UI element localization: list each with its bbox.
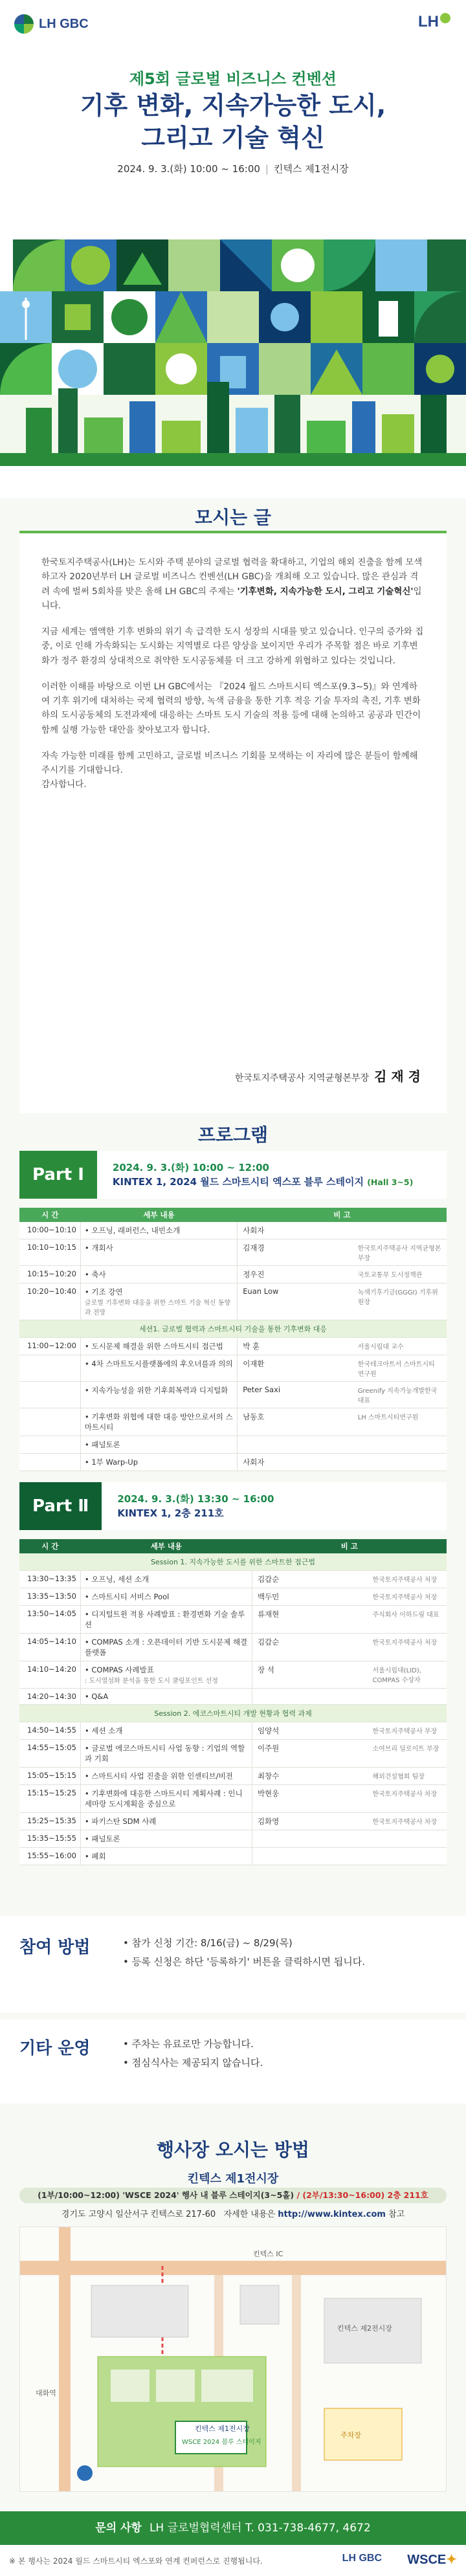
other-item: • 점심식사는 제공되지 않습니다.	[123, 2054, 263, 2072]
greeting-title: 모시는 글	[195, 507, 271, 528]
signer-name: 김 재 경	[374, 1069, 421, 1084]
contact-value: LH 글로벌협력센터 T. 031-738-4677, 4672	[149, 2522, 371, 2535]
other-list	[123, 2035, 263, 2072]
row-speaker: 김재경	[238, 1239, 354, 1266]
row-detail	[80, 1813, 252, 1830]
row-detail	[80, 1722, 252, 1740]
part1-info	[97, 1160, 413, 1190]
directions-address: 경기도 고양시 일산서구 킨텍스로 217-60 자세한 내용은 http://www.kintex.com 참고	[61, 2210, 405, 2219]
session-title: 세션1. 글로벌 협력과 스마트시티 기술을 통한 기후변화 대응	[19, 1320, 447, 1338]
row-detail	[80, 1222, 237, 1239]
row-time: 14:55~15:05	[19, 1740, 80, 1768]
row-detail-text: • 패널토론	[84, 1834, 120, 1843]
row-speaker: Peter Saxi	[238, 1382, 354, 1408]
row-time: 10:20~10:40	[19, 1283, 80, 1320]
venue-map-svg	[20, 2227, 446, 2491]
map-label-stage: WSCE 2024 블루 스테이지	[182, 2439, 261, 2446]
row-detail-text: • 세션 소개	[84, 1726, 123, 1735]
table-row	[19, 1588, 447, 1606]
row-detail-text: • 지속가능성을 위한 기후회복력과 디지털화	[84, 1386, 228, 1395]
table-row	[19, 1661, 447, 1689]
row-speaker-note: 한국토지주택공사 처장	[368, 1588, 447, 1606]
footer-note: ※ 본 행사는 2024 월드 스마트시티 엑스포와 연계 컨퍼런스로 진행됩니다.	[9, 2557, 263, 2566]
row-detail-text: • 오프닝, 래퍼런스, 내빈소개	[84, 1226, 181, 1235]
row-detail	[80, 1283, 237, 1320]
row-time: 15:15~15:25	[19, 1785, 80, 1813]
other-section	[0, 2019, 466, 2104]
participation-item: • 참가 신청 기간: 8/16(금) ~ 8/29(목)	[123, 1934, 365, 1953]
row-time: 14:10~14:20	[19, 1661, 80, 1689]
part1-tag: Part Ⅰ	[19, 1151, 97, 1199]
row-time: 10:10~10:15	[19, 1239, 80, 1266]
row-speaker-note: 한국토지주택공사 처장	[368, 1634, 447, 1661]
table-row	[19, 1239, 447, 1266]
session-row	[19, 1553, 447, 1571]
row-speaker	[238, 1436, 354, 1454]
row-speaker-note	[368, 1848, 447, 1865]
event-subtitle: 제5회 글로벌 비즈니스 컨벤션	[129, 70, 337, 88]
row-speaker: 류재현	[252, 1606, 368, 1634]
row-detail-text: • 도시문제 해결을 위한 스마트시티 접근법	[84, 1342, 223, 1351]
row-speaker-note: LH 스마트시티연구원	[354, 1408, 447, 1436]
lh-logo-dot-icon	[440, 13, 450, 23]
footer-wsce-logo: WSCE✦	[407, 2553, 457, 2567]
other-item: • 주차는 유료로만 가능합니다.	[123, 2035, 263, 2054]
row-speaker-note: 소여브리 딜로이트 부장	[368, 1740, 447, 1768]
row-time: 13:30~13:35	[19, 1571, 80, 1588]
row-speaker: 임양석	[252, 1722, 368, 1740]
row-speaker: 장 석	[252, 1661, 368, 1689]
col-detail: 세부 내용	[80, 1208, 237, 1222]
row-speaker: 남동호	[238, 1408, 354, 1436]
row-detail	[80, 1830, 252, 1848]
participation-list	[123, 1934, 365, 1971]
participation-label: 참여 방법	[19, 1938, 91, 1957]
part1-schedule-table	[19, 1208, 447, 1471]
row-detail-sub: : 도시열섬화 분석을 통한 도시 쿨링포인트 선정	[84, 1678, 218, 1685]
kintex-link[interactable]: http://www.kintex.com	[278, 2210, 386, 2219]
directions-badge: (1부/10:00~12:00) 'WSCE 2024' 행사 내 블루 스테이지(3~5홀) / (2부/13:30~16:00) 2층 211호	[19, 2188, 447, 2203]
row-detail	[80, 1785, 252, 1813]
map-label-parking: 주차장	[340, 2431, 361, 2439]
col-time: 시 간	[19, 1539, 80, 1553]
row-speaker-note: 해외건설협회 팀장	[368, 1768, 447, 1785]
row-detail	[80, 1239, 237, 1266]
col-note: 비 고	[238, 1208, 447, 1222]
part2-info	[102, 1492, 274, 1521]
table-row	[19, 1571, 447, 1588]
row-detail	[80, 1408, 237, 1436]
col-note: 비 고	[252, 1539, 447, 1553]
table-row	[19, 1606, 447, 1634]
row-speaker-note: 서울시립대(LID), COMPAS 수상자	[368, 1661, 447, 1689]
row-time: 14:50~14:55	[19, 1722, 80, 1740]
row-speaker-note: Greenify 지속가능개발한국 대표	[354, 1382, 447, 1408]
row-detail-text: • 기조 강연	[84, 1287, 123, 1296]
row-time: 10:00~10:10	[19, 1222, 80, 1239]
table-row	[19, 1634, 447, 1661]
table-row	[19, 1266, 447, 1283]
table-row	[19, 1848, 447, 1865]
greeting-paragraph-1: 한국토지주택공사(LH)는 도시와 주택 분야의 글로벌 협력을 확대하고, 기업의 해외 진출을 함께 모색하고자 2020년부터 LH 글로벌 비즈니스 컨벤션(LH GBC)을 개최해 오고 있습니다. 많은 관심과 격려 속에 벌써 5회차를 맞은 올해 LH GBC의 주제는 '기후변화, 지속가능한 도시, 그리고 기술혁신'입니다.	[41, 557, 423, 611]
row-detail	[80, 1606, 252, 1634]
row-time	[19, 1382, 80, 1408]
hero-illustration	[0, 194, 466, 498]
row-speaker-note: 한국토지주택공사 처장	[368, 1571, 447, 1588]
row-speaker: 정우진	[238, 1266, 354, 1283]
event-date: 2024. 9. 3.(화) 10:00 ~ 16:00	[117, 163, 260, 175]
event-venue: 킨텍스 제1전시장	[273, 163, 349, 175]
map-label-ic: 킨텍스 IC	[253, 2250, 283, 2258]
col-detail: 세부 내용	[80, 1539, 252, 1553]
row-speaker-note	[354, 1454, 447, 1471]
row-detail-text: • 디지털트윈 적용 사례발표 : 환경변화 기술 솔루션	[84, 1610, 245, 1629]
lh-logo: LH	[418, 13, 450, 31]
part2-header	[19, 1482, 447, 1530]
participation-section	[0, 1916, 466, 2013]
row-speaker-note: 한국토지주택공사 부장	[368, 1722, 447, 1740]
row-detail	[80, 1355, 237, 1382]
row-detail	[80, 1382, 237, 1408]
row-speaker-note: 서울시립대 교수	[354, 1338, 447, 1355]
row-time: 15:25~15:35	[19, 1813, 80, 1830]
row-time: 15:55~16:00	[19, 1848, 80, 1865]
row-detail	[80, 1661, 252, 1689]
part2-venue: KINTEX 1, 2층 211호	[117, 1507, 224, 1519]
row-detail-text: • 파키스탄 SDM 사례	[84, 1817, 157, 1826]
row-speaker-note: 국토교통부 도시정책관	[354, 1266, 447, 1283]
row-speaker: 백두민	[252, 1588, 368, 1606]
row-time	[19, 1355, 80, 1382]
row-detail-text: • 기후변화 위협에 대한 대응 방안으로서의 스마트시티	[84, 1412, 233, 1432]
contact-bar	[0, 2511, 466, 2545]
row-detail	[80, 1740, 252, 1768]
row-speaker: 김갑순	[252, 1571, 368, 1588]
lh-gbc-logo	[14, 14, 89, 34]
row-time: 14:05~14:10	[19, 1634, 80, 1661]
session-title: Session 2. 에코스마트시티 개발 현황과 협력 과제	[19, 1705, 447, 1722]
row-speaker: 최창수	[252, 1768, 368, 1785]
row-speaker-note	[368, 1689, 447, 1705]
greeting-signature: 한국토지주택공사 지역균형본부장 김 재 경	[234, 1069, 421, 1084]
row-detail	[80, 1588, 252, 1606]
row-detail	[80, 1634, 252, 1661]
event-title-line1: 기후 변화, 지속가능한 도시,	[80, 91, 386, 120]
row-speaker-note	[354, 1222, 447, 1239]
row-time: 14:20~14:30	[19, 1689, 80, 1705]
greeting-paragraph-3: 이러한 이해를 바탕으로 이번 LH GBC에서는 『2024 월드 스마트시티 엑스포(9.3~5)』와 연계하여 기후 위기에 대처하는 국제 협력의 방향, 녹색 금융을 통한 기후 적응 기술 투자의 촉진, 기후 변화 하의 도시공동체의 도전과제에 대응하는 스마트 도시 기술의 적용 등에 대해 논의하고 공공과 민간이 함께 실행 가능한 대안을 찾아보고자 합니다.	[41, 681, 421, 735]
row-time: 15:05~15:15	[19, 1768, 80, 1785]
part1-time: 2024. 9. 3.(화) 10:00 ~ 12:00	[112, 1161, 269, 1173]
row-detail-sub: 글로벌 기후변화 대응을 위한 스마트 기술 혁신 동향과 전망	[84, 1300, 231, 1316]
row-speaker: Euan Low	[238, 1283, 354, 1320]
row-detail-text: • 개회사	[84, 1243, 113, 1252]
footer-lh-gbc-logo: LH GBC	[342, 2553, 382, 2564]
row-time: 15:35~15:55	[19, 1830, 80, 1848]
row-detail-text: • 글로벌 에코스마트시티 사업 동향 : 기업의 역할과 기회	[84, 1744, 245, 1763]
row-detail-text: • COMPAS 소개 : 오픈데이터 기반 도시문제 해결 플랫폼	[84, 1638, 248, 1657]
part1-venue: KINTEX 1, 2024 월드 스마트시티 엑스포 블루 스테이지 (Hall 3~5)	[112, 1176, 414, 1188]
event-title-line2: 그리고 기술 혁신	[141, 124, 325, 152]
row-time: 11:00~12:00	[19, 1338, 80, 1355]
lh-gbc-logo-icon	[14, 14, 34, 34]
row-speaker-note: 주식회사 이하드림 대표	[368, 1606, 447, 1634]
row-detail-text: • 스마트시티 사업 진출을 위한 인센티브/비전	[84, 1771, 233, 1781]
other-label: 기타 운영	[19, 2039, 91, 2058]
table-row	[19, 1436, 447, 1454]
venue-map	[19, 2226, 447, 2492]
row-detail-text: • Q&A	[84, 1692, 109, 1701]
table-row	[19, 1813, 447, 1830]
row-speaker-note: 한국토지주택공사 차장	[368, 1785, 447, 1813]
table-row	[19, 1722, 447, 1740]
row-speaker-note	[354, 1436, 447, 1454]
row-time: 13:35~13:50	[19, 1588, 80, 1606]
row-detail-text: • 스마트시티 서비스 Pool	[84, 1592, 170, 1601]
row-speaker-note: 녹색기후기금(GGGI) 기후위원장	[354, 1283, 447, 1320]
lh-gbc-logo-text: LH GBC	[39, 16, 89, 31]
row-speaker	[252, 1689, 368, 1705]
row-speaker-note: 한국토지주택공사 차장	[368, 1813, 447, 1830]
table-row	[19, 1785, 447, 1813]
row-detail-text: • 패널토론	[84, 1440, 120, 1449]
row-speaker	[252, 1848, 368, 1865]
row-detail-text: • 폐회	[84, 1852, 106, 1861]
row-speaker: 사회자	[238, 1454, 354, 1471]
row-speaker: 이재환	[238, 1355, 354, 1382]
table-row	[19, 1382, 447, 1408]
row-time: 13:50~14:05	[19, 1606, 80, 1634]
row-speaker: 사회자	[238, 1222, 354, 1239]
row-detail	[80, 1266, 237, 1283]
table-row	[19, 1768, 447, 1785]
row-speaker-note	[368, 1830, 447, 1848]
session-row	[19, 1320, 447, 1338]
row-speaker-note: 한국테크아트서 스마트시티 연구원	[354, 1355, 447, 1382]
row-speaker: 김화영	[252, 1813, 368, 1830]
directions-title: 행사장 오시는 방법	[157, 2139, 309, 2160]
map-label-hall2: 킨텍스 제2전시장	[337, 2324, 392, 2333]
participation-item: • 등록 신청은 하단 '등록하기' 버튼을 클릭하시면 됩니다.	[123, 1953, 365, 1971]
row-detail-text: • 축사	[84, 1270, 106, 1279]
row-detail	[80, 1848, 252, 1865]
event-meta: 2024. 9. 3.(화) 10:00 ~ 16:00 | 킨텍스 제1전시장	[117, 163, 349, 175]
part1-header	[19, 1151, 447, 1199]
row-detail-text: • 오프닝, 세션 소개	[84, 1575, 150, 1584]
row-detail	[80, 1436, 237, 1454]
row-detail	[80, 1689, 252, 1705]
row-detail	[80, 1768, 252, 1785]
row-speaker: 박현웅	[252, 1785, 368, 1813]
part2-time: 2024. 9. 3.(화) 13:30 ~ 16:00	[117, 1493, 274, 1505]
row-detail	[80, 1454, 237, 1471]
row-time	[19, 1408, 80, 1436]
row-speaker: 박 훈	[238, 1338, 354, 1355]
map-label-station: 대화역	[36, 2389, 56, 2397]
greeting-paragraph-2: 지금 세계는 앰액한 기후 변화의 위기 속 급격한 도시 성장의 시대를 맞고 있습니다. 인구의 증가와 집중, 이로 인해 가속화되는 도시화는 지역별로 다른 양상을 보이지만 우리가 주목할 점은 바로 기후변화가 정주 환경의 상대적으로 취약한 도시공동체를 더 크고 강하게 위협하고 있다는 것입니다.	[41, 627, 424, 666]
row-detail-text: • 기후변화에 대응한 스마트시티 계획사례 : 인니 세마랑 도시계획을 중심으로	[84, 1789, 243, 1808]
directions-venue: 킨텍스 제1전시장	[187, 2172, 279, 2186]
row-time	[19, 1454, 80, 1471]
table-row	[19, 1355, 447, 1382]
footer	[0, 2545, 466, 2576]
table-row	[19, 1283, 447, 1320]
row-detail-text: • 4차 스마트도시플랫폼에의 후오녀를과 의의	[84, 1359, 233, 1368]
row-time	[19, 1436, 80, 1454]
table-row	[19, 1689, 447, 1705]
session-title: Session 1. 지속가능한 도시를 위한 스마트한 접근법	[19, 1553, 447, 1571]
row-speaker: 김갑순	[252, 1634, 368, 1661]
table-row	[19, 1454, 447, 1471]
row-detail-text: • COMPAS 사례발표	[84, 1665, 154, 1674]
col-time: 시 간	[19, 1208, 80, 1222]
hero-mosaic-svg	[0, 194, 466, 498]
session-row	[19, 1705, 447, 1722]
table-row	[19, 1740, 447, 1768]
contact-label: 문의 사항	[95, 2522, 142, 2535]
greeting-paragraph-4: 자속 가능한 미래를 함께 고민하고, 글로벌 비즈니스 기회를 모색하는 이 자리에 많은 분들이 함께해주시기를 기대합니다. 감사합니다.	[41, 750, 418, 790]
part2-tag: Part Ⅱ	[19, 1482, 102, 1530]
table-row	[19, 1222, 447, 1239]
table-row	[19, 1338, 447, 1355]
program-title: 프로그램	[197, 1124, 269, 1146]
row-speaker	[252, 1830, 368, 1848]
row-detail	[80, 1571, 252, 1588]
row-speaker: 이주원	[252, 1740, 368, 1768]
row-time: 10:15~10:20	[19, 1266, 80, 1283]
map-label-hall1: 킨텍스 제1전시장	[195, 2425, 250, 2433]
row-detail-text: • 1부 Warp-Up	[84, 1458, 139, 1467]
table-row	[19, 1408, 447, 1436]
part2-schedule-table	[19, 1539, 447, 1865]
row-speaker-note: 한국토지주택공사 지역균형본부장	[354, 1239, 447, 1266]
table-row	[19, 1830, 447, 1848]
row-detail	[80, 1338, 237, 1355]
greeting-box	[19, 531, 447, 1113]
